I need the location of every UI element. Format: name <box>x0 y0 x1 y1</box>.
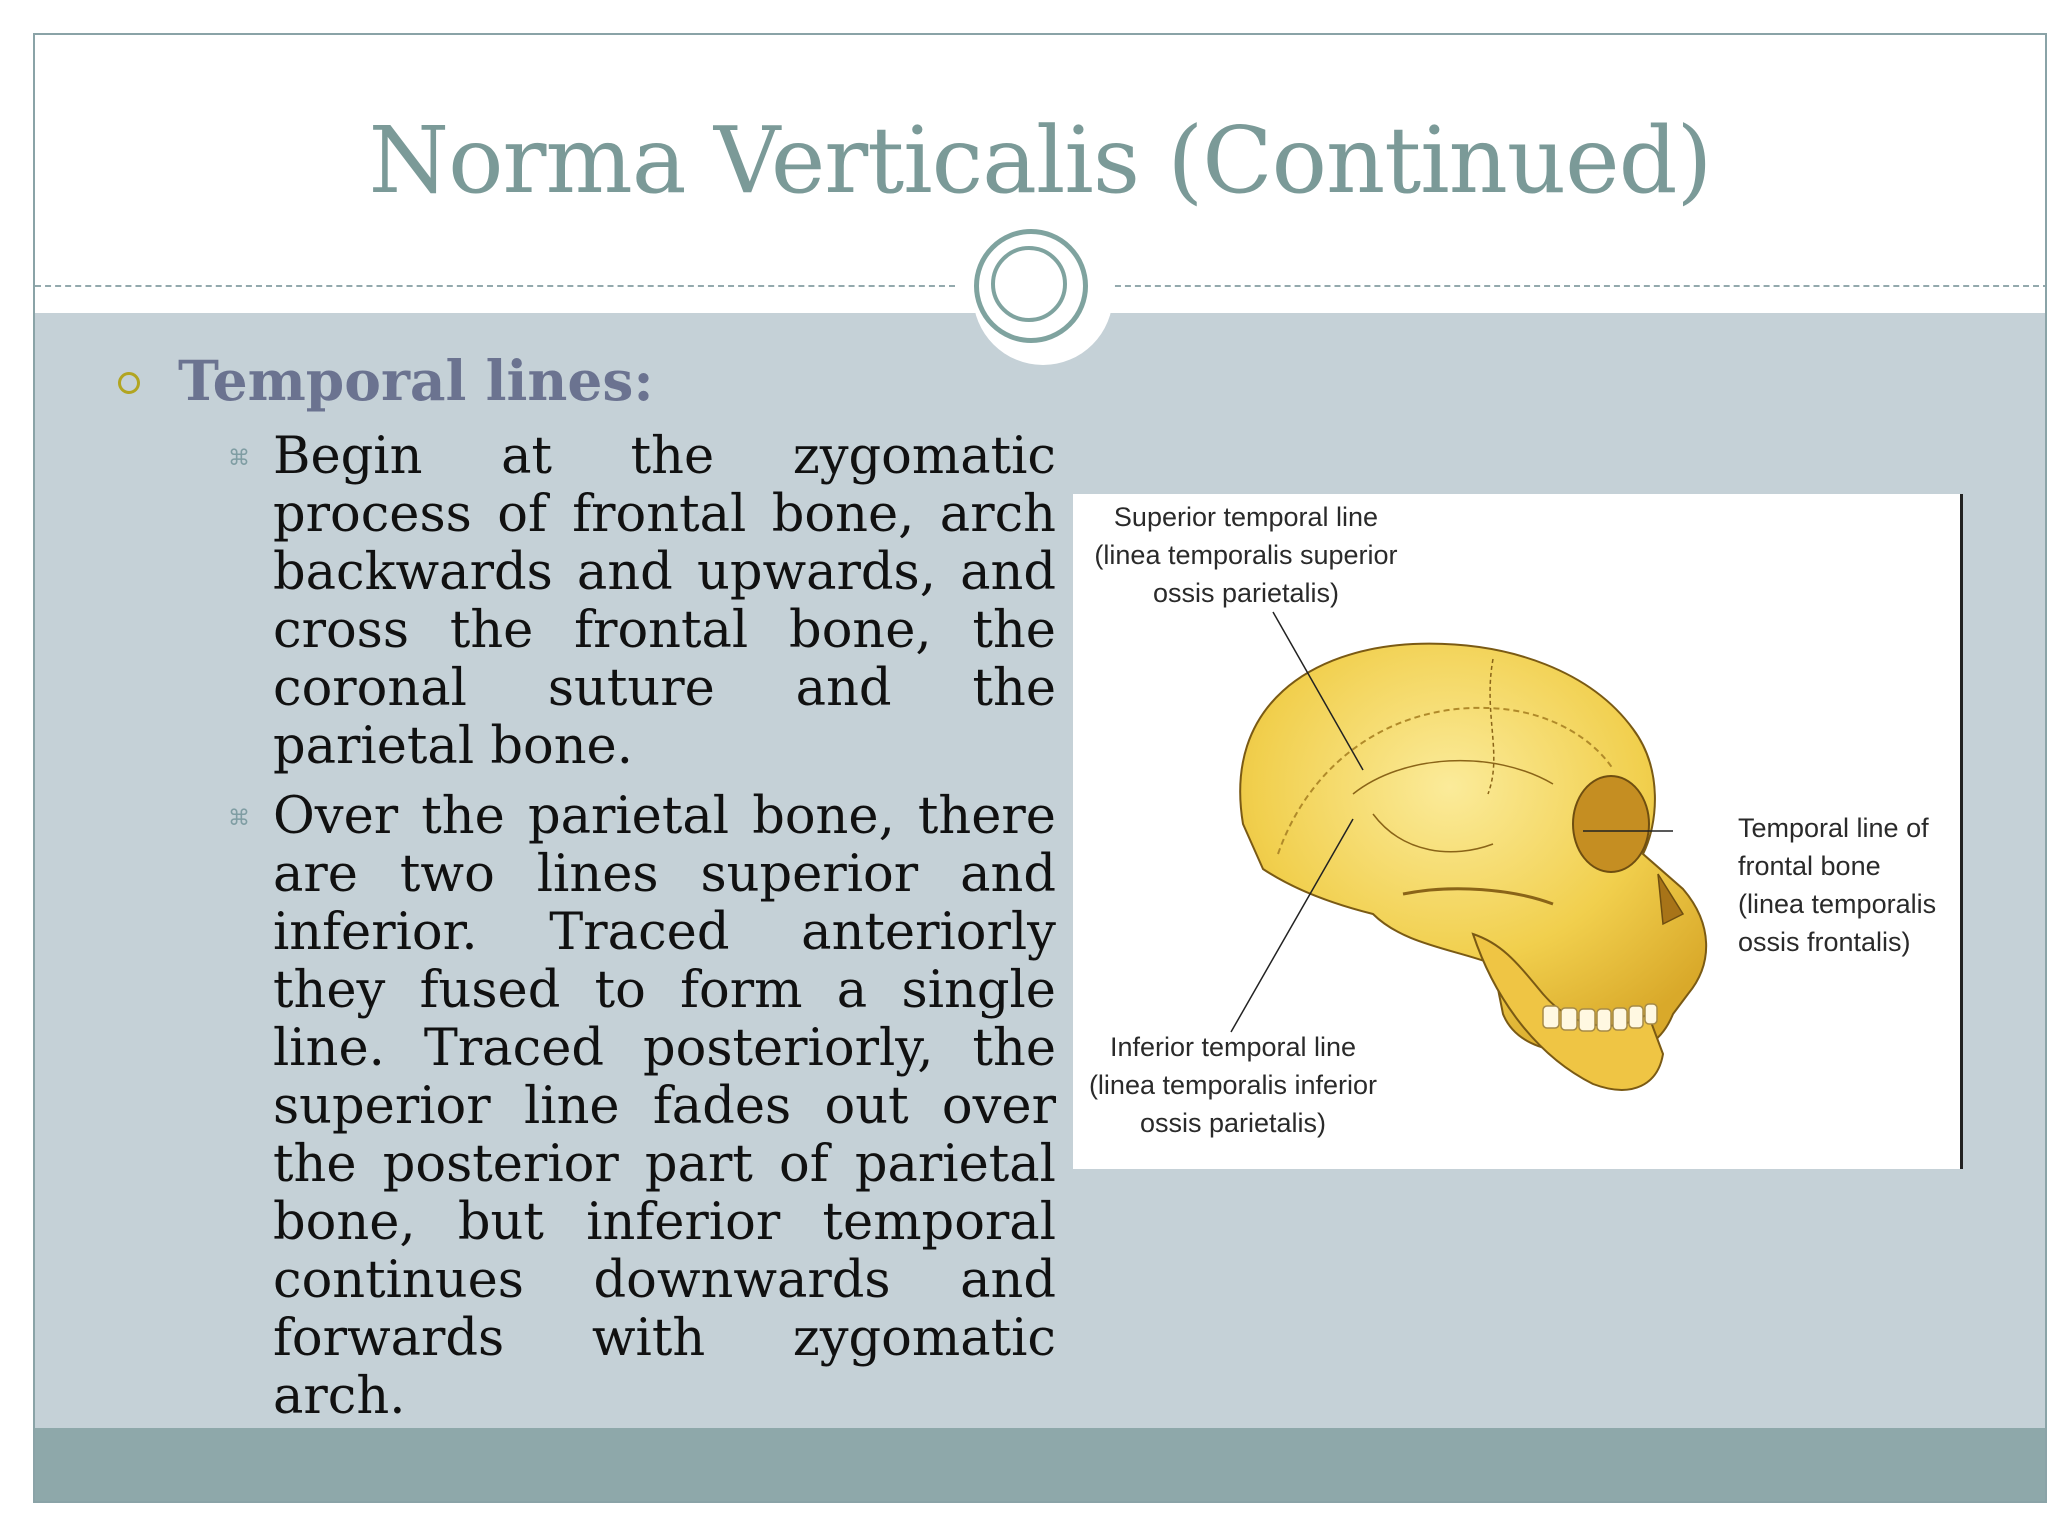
bullet-list <box>228 428 1056 1438</box>
orbit-shape <box>1573 776 1649 872</box>
header-divider-right <box>1095 285 2047 287</box>
header-divider-left <box>35 285 955 287</box>
list-item <box>228 788 1056 1426</box>
slide-title: Norma Verticalis (Continued) <box>368 107 1712 214</box>
bullet-marker-icon: ⌘ <box>228 446 250 471</box>
list-item <box>228 428 1056 776</box>
section-heading: Temporal lines: <box>178 348 654 413</box>
bullet-text: Over the parietal bone, there are two lines superior and inferior. Traced anteriorly they fused to form a single line. Traced posteriorly, the superior line fades out over the posterior part of parietal bone, but inferior temporal continues downwards and forwards with zygomatic arch. <box>273 787 1056 1426</box>
slide-footer-bar <box>35 1428 2045 1501</box>
label-inferior-temporal-line: Inferior temporal line (linea temporalis inferior ossis parietalis) <box>1088 1032 1378 1138</box>
heading-bullet <box>118 348 654 413</box>
ring-bullet-icon <box>118 372 140 394</box>
circle-ornament-inner <box>991 246 1067 322</box>
label-frontal-temporal-line: Temporal line of frontal bone (linea temporalis ossis frontalis) <box>1738 813 1937 957</box>
circle-ornament-icon <box>974 229 1088 343</box>
skull-figure <box>1073 494 1963 1169</box>
label-superior-temporal-line: Superior temporal line (linea temporalis superior ossis parietalis) <box>1094 502 1398 608</box>
bullet-text: Begin at the zygomatic process of frontal bone, arch backwards and upwards, and cross the frontal bone, the coronal suture and the parietal bone. <box>273 427 1056 776</box>
bullet-marker-icon: ⌘ <box>228 806 250 831</box>
